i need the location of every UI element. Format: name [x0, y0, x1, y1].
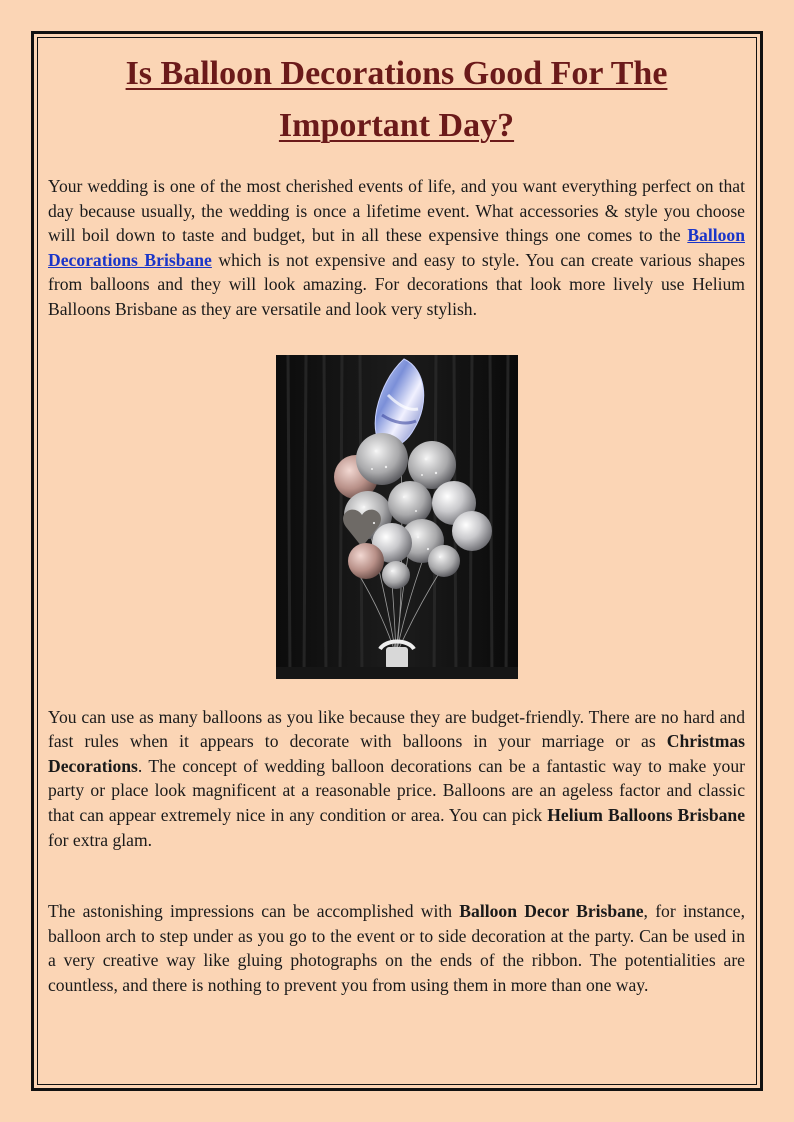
- intro-paragraph: [48, 174, 745, 322]
- christmas-decorations-term: Christmas Decorations: [48, 731, 745, 776]
- balloon-decorations-brisbane-link[interactable]: Balloon Decorations Brisbane: [48, 225, 745, 270]
- page-title: [48, 48, 745, 152]
- budget-text-2: . The concept of wedding balloon decorations can be a fantastic way to make your party or place look magnificent at a reasonable price. Balloons are an ageless factor and classic that can appear extremely nice in any condition or area. You can pick: [48, 755, 745, 825]
- budget-text-1: You can use as many balloons as you like because they are budget-friendly. There are no hard and fast rules when it appears to decorate with balloons in your marriage or as: [48, 706, 745, 752]
- intro-text-2: which is not expensive and easy to style. You can create various shapes from balloons and they will look amazing. For decorations that look more lively use Helium Balloons Brisbane as they are versatile and look very stylish.: [48, 249, 745, 319]
- impressions-paragraph: [48, 899, 745, 997]
- balloon-decor-brisbane-term: Balloon Decor Brisbane: [459, 901, 644, 922]
- helium-balloons-brisbane-term: Helium Balloons Brisbane: [547, 804, 745, 825]
- intro-text-1: Your wedding is one of the most cherished events of life, and you want everything perfect on that day because usually, the wedding is once a lifetime event. What accessories & style you choose will boil down to taste and budget, but in all these expensive things one comes to the: [48, 176, 745, 246]
- balloon-bouquet-photo: [276, 355, 518, 679]
- page-title-line-1: Is Balloon Decorations Good For The: [125, 55, 668, 92]
- document-body: [48, 48, 745, 998]
- impressions-text-2: , for instance, balloon arch to step under as you go to the event or to side decoration at the party. Can be used in a very creative way like gluing photographs on the ends of the ribbon. The potentialities are countless, and there is nothing to prevent you from using them in more than one way.: [48, 901, 745, 995]
- budget-text-3: for extra glam.: [48, 829, 153, 850]
- page-title-line-2: Important Day?: [278, 107, 515, 144]
- impressions-text-1: The astonishing impressions can be accomplished with: [48, 901, 460, 922]
- budget-paragraph: [48, 705, 745, 853]
